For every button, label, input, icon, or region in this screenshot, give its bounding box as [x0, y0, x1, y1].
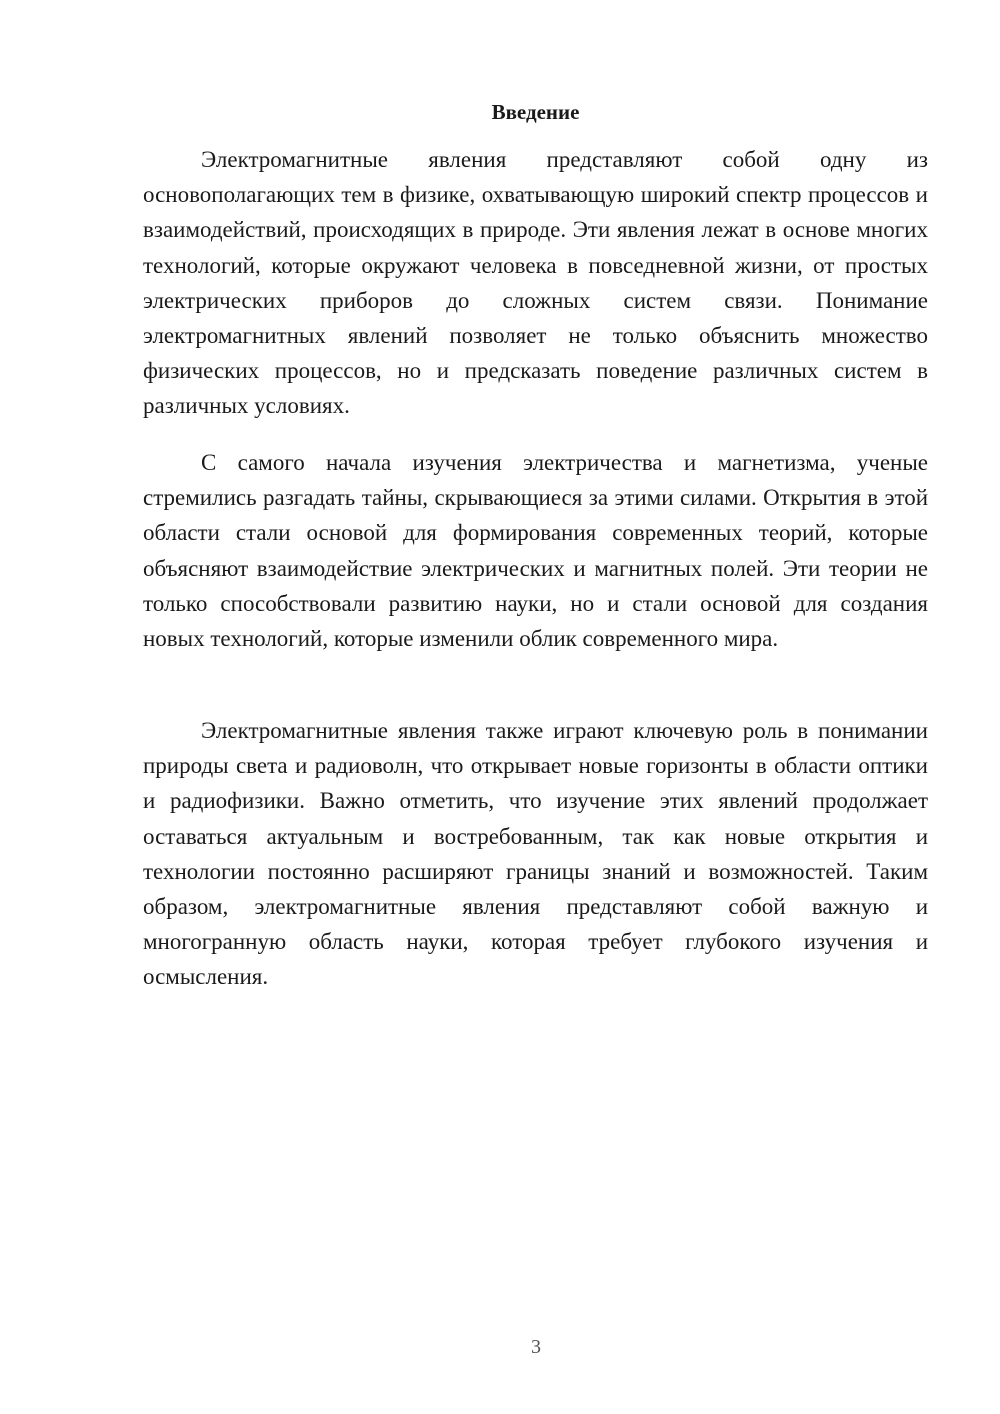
paragraph-block [143, 713, 928, 995]
paragraph-1: Электромагнитные явления представляют собой одну из основополагающих тем в физике, охватывающую широкий спектр процессов и взаимодействий, происходящих в природе. Эти явления лежат в основе многих технологий, которые окружают человека в повседневной жизни, от простых электрических приборов до сложных систем связи. Понимание электромагнитных явлений позволяет не только объяснить множество физических процессов, но и предсказать поведение различных систем в различных условиях. [143, 147, 928, 419]
paragraph-block [143, 142, 928, 424]
paragraph-block [143, 445, 928, 656]
paragraph-2: С самого начала изучения электричества и магнетизма, ученые стремились разгадать тайны, скрывающиеся за этими силами. Открытия в этой области стали основой для формирования современных теорий, которые объясняют взаимодействие электрических и магнитных полей. Эти теории не только способствовали развитию науки, но и стали основой для создания новых технологий, которые изменили облик современного мира. [143, 450, 928, 652]
page-number: 3 [531, 1336, 541, 1358]
page-title: Введение [491, 100, 580, 124]
paragraph-3: Электромагнитные явления также играют ключевую роль в понимании природы света и радиоволн, что открывает новые горизонты в области оптики и радиофизики. Важно отметить, что изучение этих явлений продолжает оставаться актуальным и востребованным, так как новые открытия и технологии постоянно расширяют границы знаний и возможностей. Таким образом, электромагнитные явления представляют собой важную и многогранную область науки, которая требует глубокого изучения и осмысления. [143, 718, 928, 990]
